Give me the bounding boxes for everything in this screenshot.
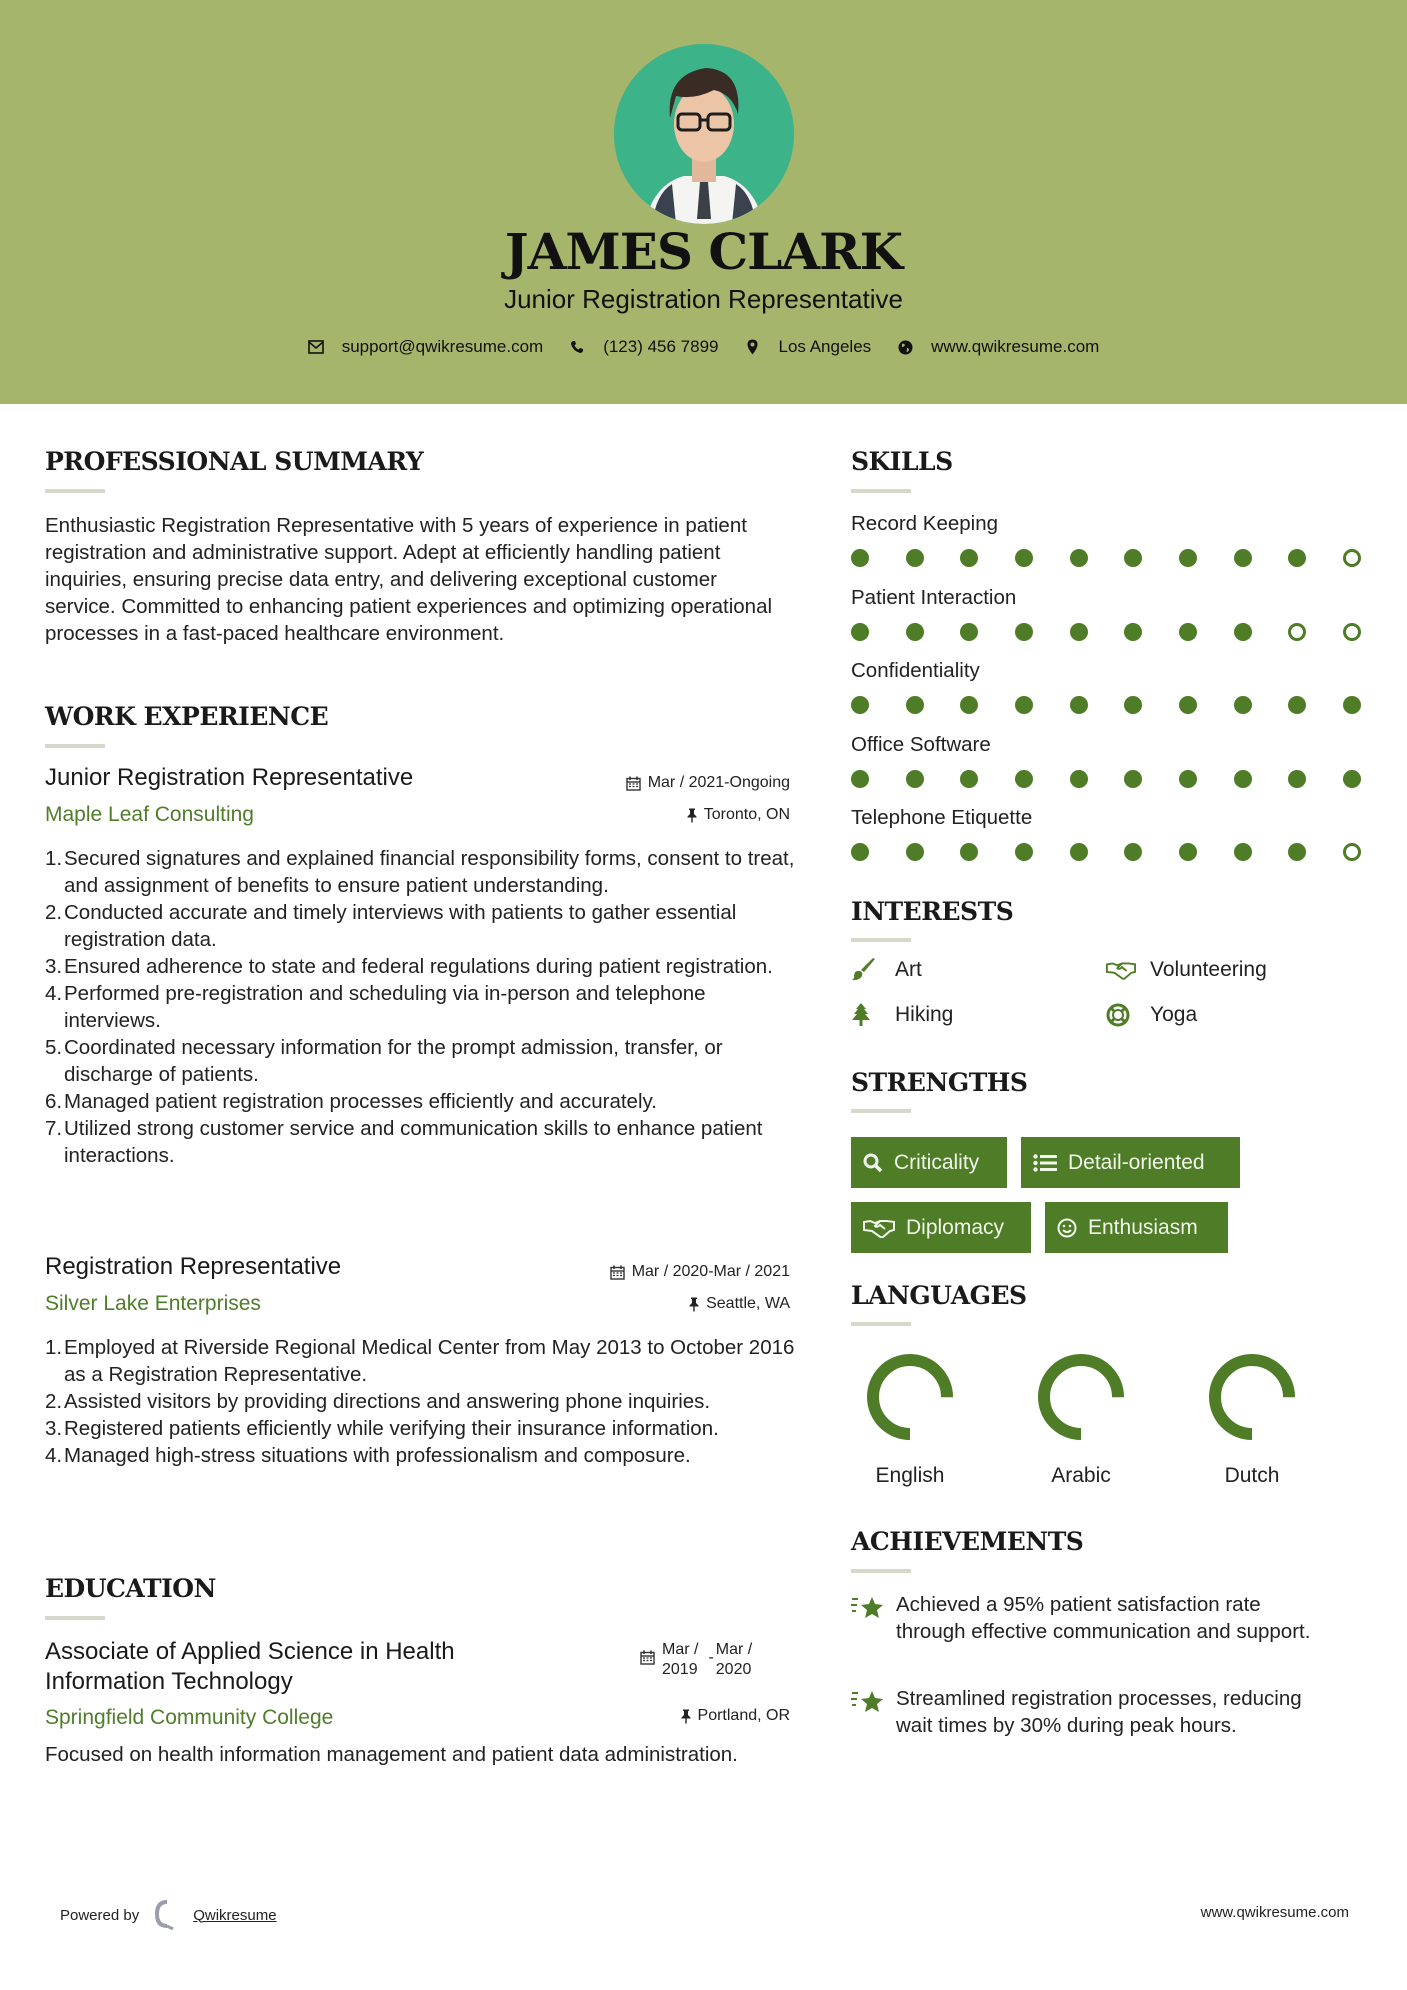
contact-website-text: www.qwikresume.com [931, 337, 1100, 356]
achievements-heading: ACHIEVEMENTS [851, 1527, 1084, 1556]
company-name: Maple Leaf Consulting [45, 803, 254, 826]
candidate-title: Junior Registration Representative [504, 284, 903, 314]
achievement-item: Achieved a 95% patient satisfaction rate through effective communication and support. [851, 1591, 1331, 1645]
section-divider [45, 489, 105, 493]
person-portrait-icon [614, 44, 794, 224]
strength-tag: Detail-oriented [1021, 1137, 1240, 1188]
empty-dot-icon [1288, 623, 1306, 641]
empty-dot-icon [1343, 549, 1361, 567]
map-marker-icon [745, 339, 761, 355]
pushpin-icon [689, 1297, 699, 1312]
list-item: 4. Performed pre-registration and scheduling via in-person and telephone interviews. [45, 982, 706, 1032]
footer-url[interactable]: www.qwikresume.com [1200, 1904, 1349, 1921]
education-heading: EDUCATION [45, 1574, 216, 1603]
filled-dot-icon [1070, 843, 1088, 861]
filled-dot-icon [960, 549, 978, 567]
filled-dot-icon [906, 623, 924, 641]
filled-dot-icon [1234, 696, 1252, 714]
paintbrush-icon [851, 958, 881, 982]
filled-dot-icon [1070, 623, 1088, 641]
filled-dot-icon [906, 843, 924, 861]
contact-phone-text: (123) 456 7899 [603, 337, 719, 356]
skill-rating [851, 549, 1361, 567]
filled-dot-icon [851, 549, 869, 567]
company-name: Silver Lake Enterprises [45, 1292, 261, 1315]
filled-dot-icon [1234, 843, 1252, 861]
pushpin-icon [681, 1709, 691, 1724]
filled-dot-icon [1179, 843, 1197, 861]
filled-dot-icon [1343, 696, 1361, 714]
section-divider [851, 1322, 911, 1326]
filled-dot-icon [1015, 623, 1033, 641]
candidate-name: JAMES CLARK [504, 222, 903, 281]
filled-dot-icon [1234, 623, 1252, 641]
filled-dot-icon [1070, 696, 1088, 714]
filled-dot-icon [1343, 770, 1361, 788]
progress-ring-icon [1036, 1352, 1126, 1442]
section-divider [851, 489, 911, 493]
list-item: 7. Utilized strong customer service and communication skills to enhance patient interactions. [45, 1117, 763, 1167]
interest-yoga: Yoga [1106, 1003, 1197, 1027]
empty-dot-icon [1343, 843, 1361, 861]
pushpin-icon [687, 808, 697, 823]
language-label: English [875, 1464, 945, 1487]
experience-heading: WORK EXPERIENCE [45, 702, 329, 731]
filled-dot-icon [960, 843, 978, 861]
progress-ring-icon [1207, 1352, 1297, 1442]
list-icon [1033, 1154, 1057, 1172]
handshake-icon [863, 1218, 895, 1238]
qwikresume-logo-icon [153, 1900, 181, 1930]
filled-dot-icon [1015, 549, 1033, 567]
shooting-star-icon [851, 1685, 896, 1739]
skill-rating [851, 623, 1361, 641]
interest-hiking: Hiking [851, 1003, 953, 1027]
filled-dot-icon [906, 696, 924, 714]
search-icon [863, 1153, 883, 1173]
envelope-icon [308, 339, 324, 355]
filled-dot-icon [1124, 843, 1142, 861]
qwikresume-link[interactable]: Qwikresume [193, 1906, 277, 1924]
job-responsibilities [45, 845, 805, 1169]
filled-dot-icon [906, 549, 924, 567]
filled-dot-icon [1288, 843, 1306, 861]
job-responsibilities [45, 1334, 805, 1469]
life-ring-icon [1106, 1003, 1136, 1027]
filled-dot-icon [1179, 770, 1197, 788]
empty-dot-icon [1343, 623, 1361, 641]
profile-photo [614, 44, 794, 224]
list-item: 2. Assisted visitors by providing directions and answering phone inquiries. [45, 1390, 711, 1413]
language-item [860, 1352, 960, 1488]
handshake-icon [1106, 960, 1136, 980]
list-item: 3. Registered patients efficiently while verifying their insurance information. [45, 1417, 719, 1440]
globe-icon [897, 339, 913, 355]
school-name: Springfield Community College [45, 1706, 334, 1729]
filled-dot-icon [1124, 696, 1142, 714]
filled-dot-icon [851, 623, 869, 641]
skill-rating [851, 843, 1361, 861]
section-divider [45, 744, 105, 748]
phone-icon [569, 339, 585, 355]
education-dates: Mar / 2019 - Mar / 2020 [640, 1640, 790, 1680]
job-dates: Mar / 2021-Ongoing [540, 774, 790, 792]
education-location: Portland, OR [540, 1707, 790, 1725]
filled-dot-icon [960, 623, 978, 641]
job-location: Toronto, ON [540, 806, 790, 824]
list-item: 1. Employed at Riverside Regional Medical Center from May 2013 to October 2016 as a Registration Representative. [45, 1336, 795, 1386]
skill-rating [851, 770, 1361, 788]
skill-label: Office Software [851, 732, 991, 756]
calendar-icon [626, 776, 641, 791]
filled-dot-icon [960, 770, 978, 788]
tree-icon [851, 1003, 881, 1027]
interest-volunteering: Volunteering [1106, 958, 1267, 982]
summary-text: Enthusiastic Registration Representative with 5 years of experience in patient registration and administrative support. Adept at efficiently handling patient inquiries, ensuring precise data entry, and delivering exceptional customer service. Committed to enhancing patient experiences and optimizing operational processes in a fast-paced healthcare environment. [45, 514, 773, 645]
filled-dot-icon [851, 770, 869, 788]
filled-dot-icon [1124, 549, 1142, 567]
job-dates: Mar / 2020-Mar / 2021 [540, 1263, 790, 1281]
list-item: 4. Managed high-stress situations with professionalism and composure. [45, 1444, 691, 1467]
interest-art: Art [851, 958, 922, 982]
language-item [1202, 1352, 1302, 1488]
filled-dot-icon [906, 770, 924, 788]
calendar-icon [610, 1265, 625, 1280]
contact-email[interactable] [308, 337, 544, 357]
filled-dot-icon [1288, 770, 1306, 788]
filled-dot-icon [1179, 549, 1197, 567]
education-description: Focused on health information management and patient data administration. [45, 1743, 738, 1766]
filled-dot-icon [1124, 623, 1142, 641]
filled-dot-icon [1015, 770, 1033, 788]
skill-label: Patient Interaction [851, 585, 1017, 609]
language-label: Dutch [1224, 1464, 1280, 1487]
section-divider [851, 938, 911, 942]
job-title: Registration Representative [45, 1253, 342, 1280]
strength-tag: Criticality [851, 1137, 1007, 1188]
contact-phone[interactable] [569, 337, 718, 357]
skills-heading: SKILLS [851, 447, 953, 476]
job-location: Seattle, WA [540, 1295, 790, 1313]
filled-dot-icon [1015, 696, 1033, 714]
interests-heading: INTERESTS [851, 897, 1014, 926]
filled-dot-icon [1288, 696, 1306, 714]
degree-title: Associate of Applied Science in Health Information Technology [45, 1638, 455, 1695]
filled-dot-icon [1124, 770, 1142, 788]
contact-location-text: Los Angeles [778, 337, 872, 356]
skill-label: Record Keeping [851, 512, 999, 535]
contact-website[interactable] [897, 337, 1099, 357]
strengths-heading: STRENGTHS [851, 1068, 1028, 1097]
filled-dot-icon [1015, 843, 1033, 861]
skill-rating [851, 696, 1361, 714]
shooting-star-icon [851, 1591, 896, 1645]
filled-dot-icon [1070, 549, 1088, 567]
powered-by: Powered by Qwikresume [60, 1900, 277, 1930]
list-item: 6. Managed patient registration processes efficiently and accurately. [45, 1090, 657, 1113]
filled-dot-icon [1234, 549, 1252, 567]
resume-header [0, 0, 1407, 404]
job-title: Junior Registration Representative [45, 764, 414, 791]
list-item: 5. Coordinated necessary information for the prompt admission, transfer, or discharge of patients. [45, 1036, 723, 1086]
list-item: 1. Secured signatures and explained financial responsibility forms, consent to treat, and assignment of benefits to ensure patient understanding. [45, 847, 795, 897]
contact-location [745, 337, 872, 357]
filled-dot-icon [1070, 770, 1088, 788]
section-divider [851, 1569, 911, 1573]
filled-dot-icon [1179, 696, 1197, 714]
filled-dot-icon [851, 696, 869, 714]
achievement-item: Streamlined registration processes, reducing wait times by 30% during peak hours. [851, 1685, 1331, 1739]
summary-heading: PROFESSIONAL SUMMARY [45, 447, 424, 476]
languages-heading: LANGUAGES [851, 1281, 1027, 1310]
strength-tag: Diplomacy [851, 1202, 1031, 1253]
filled-dot-icon [960, 696, 978, 714]
language-label: Arabic [1051, 1464, 1111, 1487]
contact-bar [0, 337, 1407, 357]
smile-icon [1057, 1218, 1077, 1238]
list-item: 3. Ensured adherence to state and federal regulations during patient registration. [45, 955, 773, 978]
language-item [1031, 1352, 1131, 1488]
filled-dot-icon [1234, 770, 1252, 788]
skill-label: Telephone Etiquette [851, 806, 1033, 829]
filled-dot-icon [851, 843, 869, 861]
calendar-icon [640, 1650, 655, 1665]
skill-label: Confidentiality [851, 659, 980, 682]
progress-ring-icon [865, 1352, 955, 1442]
list-item: 2. Conducted accurate and timely interviews with patients to gather essential registration data. [45, 901, 737, 951]
contact-email-text: support@qwikresume.com [341, 337, 544, 356]
section-divider [45, 1616, 105, 1620]
filled-dot-icon [1288, 549, 1306, 567]
filled-dot-icon [1179, 623, 1197, 641]
section-divider [851, 1109, 911, 1113]
strength-tag: Enthusiasm [1045, 1202, 1228, 1253]
